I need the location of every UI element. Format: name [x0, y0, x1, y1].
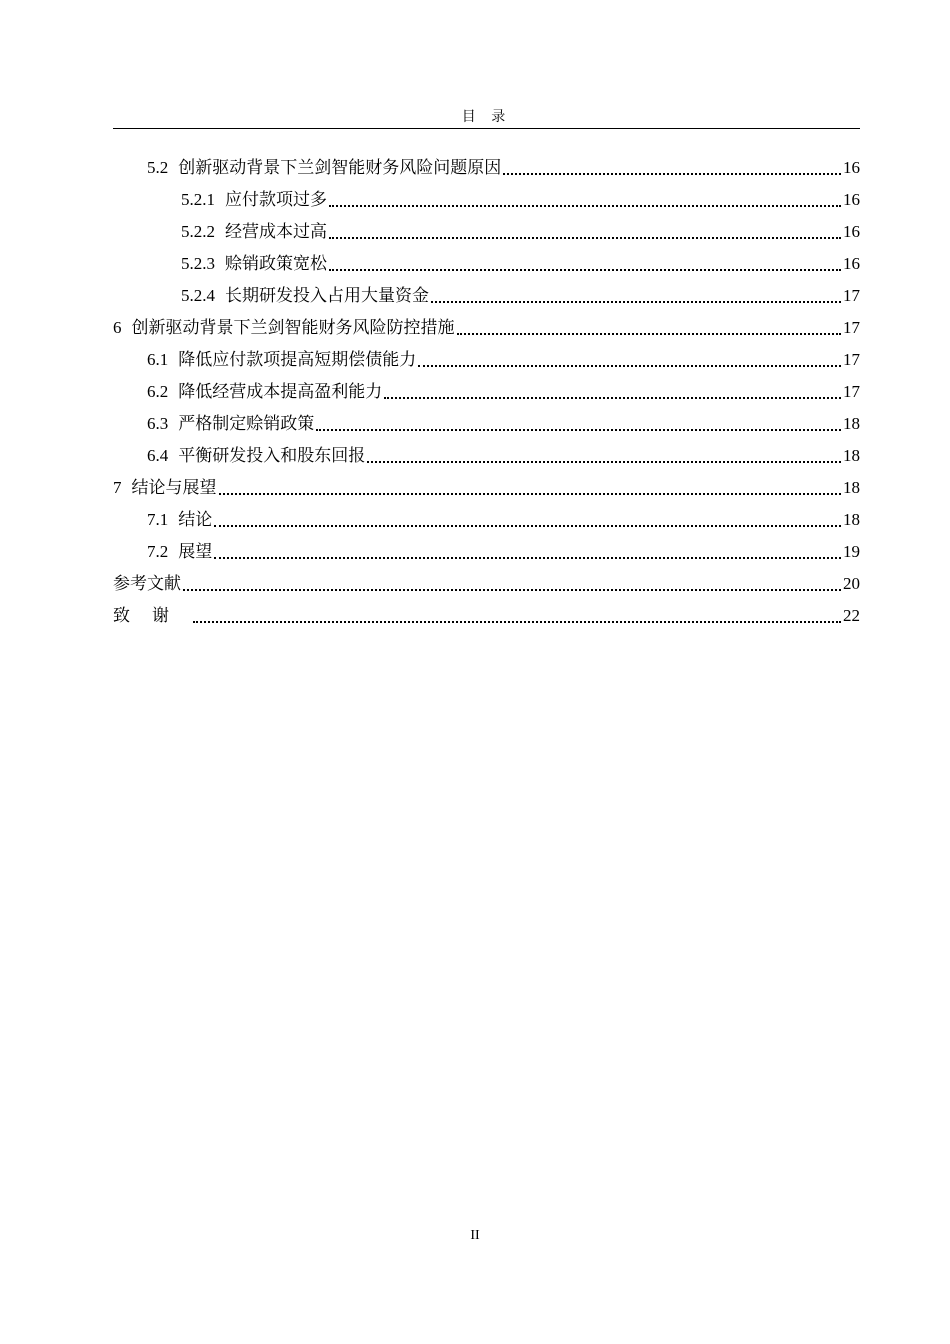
toc-entry-title: 赊销政策宽松 [225, 254, 327, 273]
toc-entry[interactable] [113, 600, 860, 632]
page-header [113, 108, 860, 128]
toc-entry-number: 5.2.3 [181, 254, 215, 273]
toc-entry-title: 结论 [178, 510, 213, 529]
toc-entry[interactable] [113, 184, 860, 216]
toc-entry-number: 7.1 [147, 510, 169, 529]
toc-entry-page: 22 [843, 606, 860, 625]
toc-entry-page: 16 [843, 190, 860, 209]
toc-entry-number: 6 [113, 318, 122, 337]
toc-dot-leader [316, 429, 841, 431]
toc-entry-number: 6.1 [147, 350, 169, 369]
header-title: 目 录 [461, 110, 512, 125]
toc-entry-title: 创新驱动背景下兰剑智能财务风险问题原因 [178, 158, 502, 177]
toc-entry-page: 17 [843, 382, 860, 401]
toc-entry-title: 降低应付款项提高短期偿债能力 [178, 350, 417, 369]
toc-dot-leader [219, 493, 842, 495]
toc-dot-leader [329, 237, 841, 239]
toc-entry[interactable] [113, 568, 860, 600]
toc-entry-title: 降低经营成本提高盈利能力 [178, 382, 383, 401]
toc-dot-leader [183, 589, 841, 591]
toc-dot-leader [503, 173, 841, 175]
toc-entry-number: 5.2 [147, 158, 169, 177]
toc-entry[interactable] [113, 312, 860, 344]
toc-dot-leader [193, 621, 841, 623]
toc-entry-number: 6.4 [147, 446, 169, 465]
toc-entry-page: 19 [843, 542, 860, 561]
toc-entry-page: 18 [843, 510, 860, 529]
toc-entry[interactable] [113, 376, 860, 408]
toc-dot-leader [329, 205, 841, 207]
toc-entry-title: 平衡研发投入和股东回报 [178, 446, 366, 465]
toc-entry-number: 5.2.1 [181, 190, 215, 209]
toc-entry-title: 长期研发投入占用大量资金 [225, 286, 429, 305]
toc-entry[interactable] [113, 504, 860, 536]
toc-entry-number: 6.3 [147, 414, 169, 433]
page-footer [0, 1226, 950, 1246]
toc-entry[interactable] [113, 440, 860, 472]
toc-entry-page: 16 [843, 222, 860, 241]
toc-entry-number: 5.2.4 [181, 286, 215, 305]
toc-entry-page: 16 [843, 254, 860, 273]
toc-entry-page: 17 [843, 350, 860, 369]
toc-dot-leader [418, 365, 841, 367]
toc-entry-number: 7.2 [147, 542, 169, 561]
toc-entry-title: 应付款项过多 [225, 190, 327, 209]
toc-entry-page: 18 [843, 478, 860, 497]
toc-dot-leader [367, 461, 841, 463]
toc-entry-page: 18 [843, 446, 860, 465]
toc-entry[interactable] [113, 536, 860, 568]
toc-dot-leader [329, 269, 841, 271]
toc-dot-leader [431, 301, 841, 303]
table-of-contents [113, 152, 860, 632]
toc-entry[interactable] [113, 152, 860, 184]
page-number: II [470, 1228, 480, 1243]
toc-entry-title: 严格制定赊销政策 [178, 414, 315, 433]
toc-entry[interactable] [113, 472, 860, 504]
toc-entry-title: 创新驱动背景下兰剑智能财务风险防控措施 [131, 318, 455, 337]
toc-entry-page: 18 [843, 414, 860, 433]
toc-entry-title: 参考文献 [113, 574, 181, 593]
toc-entry-page: 20 [843, 574, 860, 593]
toc-entry-title: 结论与展望 [131, 478, 217, 497]
toc-entry[interactable] [113, 344, 860, 376]
toc-dot-leader [457, 333, 842, 335]
toc-entry-number: 7 [113, 478, 122, 497]
toc-entry-number: 5.2.2 [181, 222, 215, 241]
toc-entry[interactable] [113, 408, 860, 440]
toc-dot-leader [384, 397, 841, 399]
toc-entry[interactable] [113, 216, 860, 248]
toc-entry[interactable] [113, 248, 860, 280]
toc-dot-leader [214, 525, 841, 527]
toc-entry-page: 16 [843, 158, 860, 177]
header-rule [113, 128, 860, 129]
toc-entry-title: 致谢 [113, 606, 191, 625]
toc-entry-title: 展望 [178, 542, 213, 561]
toc-entry-number: 6.2 [147, 382, 169, 401]
toc-entry[interactable] [113, 280, 860, 312]
toc-entry-title: 经营成本过高 [225, 222, 327, 241]
toc-entry-page: 17 [843, 318, 860, 337]
toc-entry-page: 17 [843, 286, 860, 305]
toc-dot-leader [214, 557, 841, 559]
